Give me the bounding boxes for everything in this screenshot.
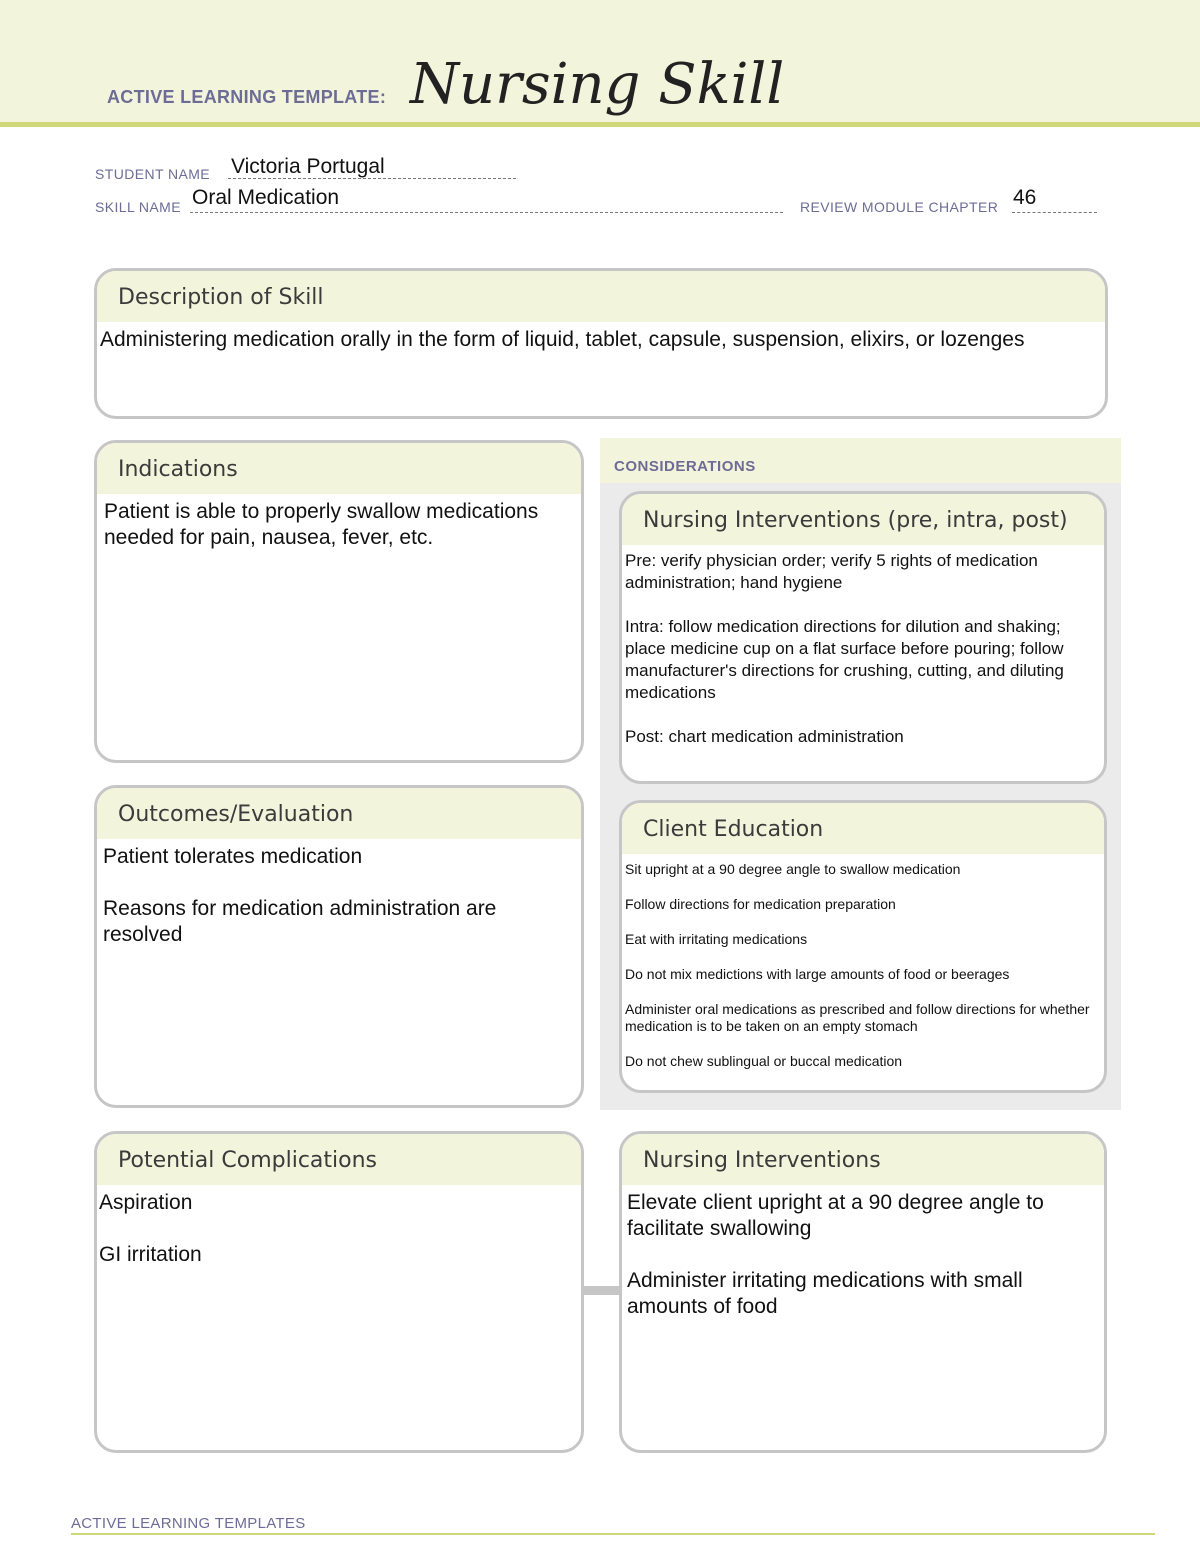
education-item: Do not mix medictions with large amounts of food or beerages xyxy=(625,966,1010,982)
indications-heading: Indications xyxy=(97,443,581,494)
outcome-item: Reasons for medication administration are resolved xyxy=(103,897,497,946)
client-education-card xyxy=(619,800,1107,1093)
outcomes-card xyxy=(94,785,584,1108)
student-name-label: STUDENT NAME xyxy=(95,166,210,182)
footer-divider xyxy=(71,1533,1155,1535)
skill-name-label: SKILL NAME xyxy=(95,199,181,215)
education-item: Follow directions for medication preparation xyxy=(625,896,896,912)
nursing-interventions-card xyxy=(619,1131,1107,1453)
outcome-item: Patient tolerates medication xyxy=(103,845,363,868)
nursing-intervention-item: Elevate client upright at a 90 degree angle to facilitate swallowing xyxy=(627,1191,1044,1240)
intervention-post: Post: chart medication administration xyxy=(625,727,904,746)
template-label: ACTIVE LEARNING TEMPLATE: xyxy=(107,87,387,107)
description-card xyxy=(94,268,1108,419)
outcomes-body[interactable] xyxy=(97,839,581,948)
complications-card xyxy=(94,1131,584,1453)
nursing-interventions-ppp-card xyxy=(619,491,1107,784)
education-item: Do not chew sublingual or buccal medication xyxy=(625,1053,903,1069)
education-item: Sit upright at a 90 degree angle to swallow medication xyxy=(625,861,961,877)
nursing-interventions-ppp-heading: Nursing Interventions (pre, intra, post) xyxy=(622,494,1104,545)
review-module-value[interactable]: 46 xyxy=(1013,186,1037,209)
skill-name-line xyxy=(190,212,783,213)
nursing-intervention-item: Administer irritating medications with small amounts of food xyxy=(627,1269,1023,1318)
education-item: Administer oral medications as prescribed and follow directions for whether medication is to be taken on an empty stomach xyxy=(625,1001,1090,1034)
nursing-interventions-ppp-body[interactable] xyxy=(622,545,1104,748)
nursing-interventions-heading: Nursing Interventions xyxy=(622,1134,1104,1185)
complications-heading: Potential Complications xyxy=(97,1134,581,1185)
considerations-label: CONSIDERATIONS xyxy=(614,458,756,475)
intervention-intra: Intra: follow medication directions for dilution and shaking; place medicine cup on a flat surface before pouring; follow manufacturer's directions for crushing, cutting, and diluting medications xyxy=(625,617,1064,702)
nursing-interventions-body[interactable] xyxy=(622,1185,1104,1320)
client-education-heading: Client Education xyxy=(622,803,1104,854)
indications-card xyxy=(94,440,584,763)
skill-name-value[interactable]: Oral Medication xyxy=(192,186,340,209)
education-item: Eat with irritating medications xyxy=(625,931,808,947)
intervention-pre: Pre: verify physician order; verify 5 rights of medication administration; hand hygiene xyxy=(625,551,1038,592)
indications-text[interactable]: Patient is able to properly swallow medications needed for pain, nausea, fever, etc. xyxy=(104,500,539,549)
complications-body[interactable] xyxy=(97,1185,581,1268)
header-divider xyxy=(0,122,1200,127)
client-education-body[interactable] xyxy=(622,854,1104,1070)
student-name-value[interactable]: Victoria Portugal xyxy=(231,155,385,178)
complication-item: GI irritation xyxy=(99,1243,202,1266)
complication-item: Aspiration xyxy=(99,1191,193,1214)
description-text[interactable]: Administering medication orally in the form of liquid, tablet, capsule, suspension, elixirs, or lozenges xyxy=(100,328,1025,351)
template-title: Nursing Skill xyxy=(410,52,785,117)
review-module-label: REVIEW MODULE CHAPTER xyxy=(800,199,999,215)
review-module-line xyxy=(1012,212,1097,213)
description-heading: Description of Skill xyxy=(97,271,1105,322)
footer-label: ACTIVE LEARNING TEMPLATES xyxy=(71,1515,306,1532)
outcomes-heading: Outcomes/Evaluation xyxy=(97,788,581,839)
complication-connector xyxy=(583,1286,620,1295)
